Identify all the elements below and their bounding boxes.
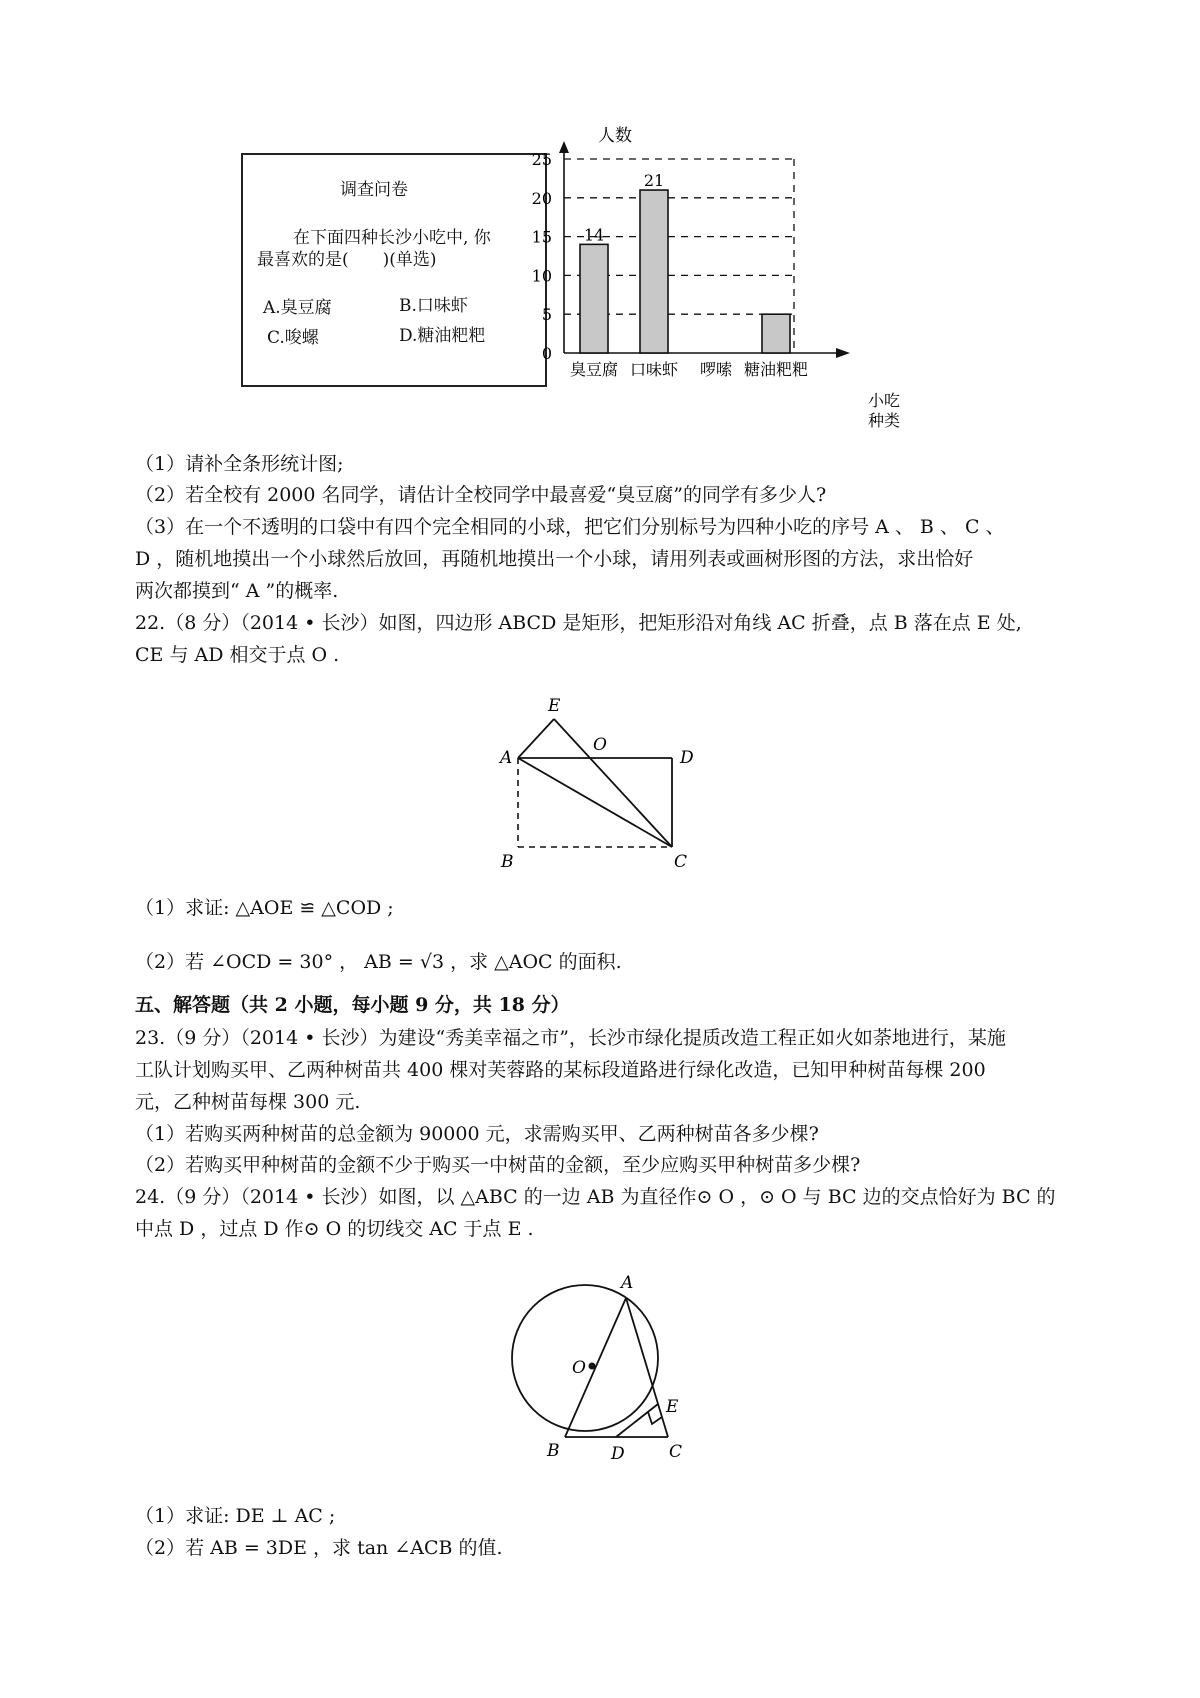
q23-part2: （2）若购买甲种树苗的金额不少于购买一中树苗的金额，至少应购买甲种树苗多少棵? — [135, 1154, 861, 1176]
q21-part2: （2）若全校有 2000 名同学，请估计全校同学中最喜爱“臭豆腐”的同学有多少人? — [135, 484, 827, 506]
section5-heading: 五、解答题（共 2 小题，每小题 9 分，共 18 分） — [135, 994, 570, 1016]
q21-part3-line1: （3）在一个不透明的口袋中有四个完全相同的小球，把它们分别标号为四种小吃的序号 A 、 B 、 C 、 — [135, 516, 1005, 538]
x-tick-label: 糖油粑粑 — [743, 360, 809, 379]
right-angle-mark — [648, 1412, 662, 1424]
label-c: C — [674, 852, 688, 872]
y-axis-arrow — [559, 141, 569, 153]
y-tick-label: 25 — [531, 150, 552, 169]
label-e: E — [666, 1397, 679, 1417]
q23-part1: （1）若购买两种树苗的总金额为 90000 元，求需购买甲、乙两种树苗各多少棵? — [135, 1123, 819, 1145]
q22-stem-line2: CE 与 AD 相交于点 O . — [135, 644, 340, 666]
label-o: O — [572, 1358, 586, 1378]
q24-part2: （2）若 AB = 3DE ，求 tan ∠ACB 的值. — [135, 1537, 503, 1559]
bar-chart — [531, 115, 970, 435]
label-e: E — [548, 696, 561, 716]
q22-stem-line1: 22.（8 分）（2014 • 长沙）如图，四边形 ABCD 是矩形，把矩形沿对角线 AC 折叠，点 B 落在点 E 处, — [135, 612, 1022, 634]
label-d: D — [611, 1444, 625, 1464]
segment-ec — [554, 719, 672, 847]
survey-option-c: C.唆螺 — [267, 328, 319, 348]
q22-part2: （2）若 ∠OCD = 30° ， AB = √3 ，求 △AOC 的面积. — [135, 951, 622, 973]
label-o: O — [593, 735, 607, 755]
label-b: B — [547, 1441, 560, 1461]
q24-part1: （1）求证: DE ⊥ AC ; — [135, 1505, 336, 1527]
label-b: B — [501, 852, 514, 872]
y-tick-label: 5 — [541, 305, 552, 325]
q21-part3-line2: D ，随机地摸出一个小球然后放回，再随机地摸出一个小球，请用列表或画树形图的方法，求出恰好 — [135, 548, 974, 570]
survey-option-b: B.口味虾 — [399, 296, 468, 316]
segment-ae — [518, 719, 554, 758]
label-c: C — [669, 1442, 683, 1462]
bar — [640, 190, 668, 353]
label-a: A — [500, 748, 513, 768]
x-tick-label: 口味虾 — [629, 360, 679, 379]
q23-stem-line2: 工队计划购买甲、乙两种树苗共 400 棵对芙蓉路的某标段道路进行绿化改造，已知甲种树苗每棵 200 — [135, 1059, 986, 1081]
y-axis-label: 人数 — [598, 126, 632, 146]
survey-title: 调查问卷 — [340, 180, 408, 200]
x-axis-arrow — [836, 348, 850, 358]
survey-question-line1: 在下面四种长沙小吃中, 你 — [293, 228, 491, 248]
q21-part3-line3: 两次都摸到“ A ”的概率. — [135, 580, 339, 602]
circle-triangle-diagram — [500, 1260, 740, 1464]
y-tick-label: 15 — [531, 227, 552, 247]
bar-data-label: 14 — [583, 225, 605, 245]
y-tick-label: 0 — [541, 344, 552, 363]
label-a: A — [621, 1273, 634, 1293]
label-d: D — [680, 748, 694, 768]
survey-question-line2: 最喜欢的是( )(单选) — [257, 250, 437, 270]
q23-stem-line3: 元，乙种树苗每棵 300 元. — [135, 1091, 361, 1113]
x-tick-label: 啰嗦 — [699, 360, 733, 379]
survey-option-a: A.臭豆腐 — [263, 298, 332, 318]
x-tick-label: 臭豆腐 — [569, 360, 619, 379]
q24-stem-line1: 24.（9 分）（2014 • 长沙）如图，以 △ABC 的一边 AB 为直径作⊙ O ，⊙ O 与 BC 边的交点恰好为 BC 的 — [135, 1186, 1056, 1208]
bar — [580, 244, 608, 353]
x-axis-label-line2: 种类 — [868, 411, 901, 430]
q23-stem-line1: 23.（9 分）（2014 • 长沙）为建设“秀美幸福之市”，长沙市绿化提质改造工程正如火如荼地进行，某施 — [135, 1027, 1006, 1049]
chart-plot — [532, 141, 850, 379]
x-axis-label-line1: 小吃 — [868, 391, 901, 410]
survey-box — [241, 153, 547, 387]
q21-part1: （1）请补全条形统计图; — [135, 453, 344, 475]
y-tick-label: 10 — [531, 266, 552, 286]
segment-ac — [518, 758, 672, 847]
survey-option-d: D.糖油粑粑 — [399, 326, 486, 346]
bar-data-label: 21 — [643, 171, 665, 191]
y-tick-label: 20 — [531, 188, 552, 208]
bar — [762, 314, 790, 353]
rectangle-fold-diagram — [480, 690, 720, 870]
center-point-o — [589, 1363, 596, 1370]
q22-part1: （1）求证: △AOE ≌ △COD ; — [135, 897, 394, 919]
q24-stem-line2: 中点 D ，过点 D 作⊙ O 的切线交 AC 于点 E . — [135, 1218, 534, 1240]
